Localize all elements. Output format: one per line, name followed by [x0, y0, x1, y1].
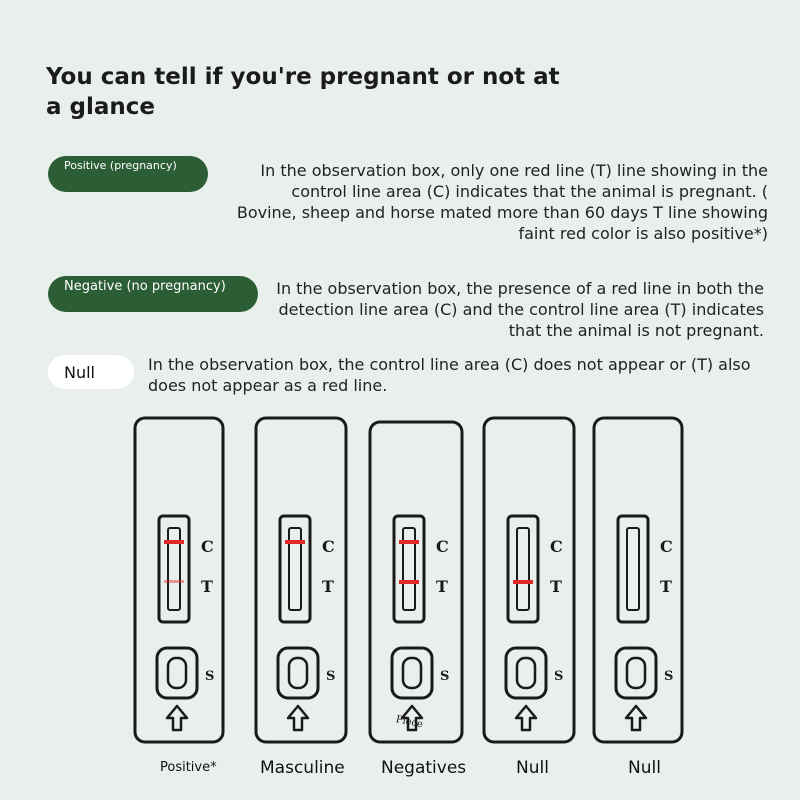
result-window [508, 516, 538, 622]
c-letter: C [201, 537, 214, 556]
test-strip-2 [256, 418, 346, 742]
test-strip-4 [484, 418, 574, 742]
t-letter: T [660, 577, 672, 596]
result-window-strip [627, 528, 639, 610]
s-letter: S [326, 669, 336, 684]
control-line [399, 540, 419, 544]
s-letter: S [664, 669, 674, 684]
sample-well [616, 648, 656, 698]
result-window [159, 516, 189, 622]
test-line [399, 580, 419, 584]
up-arrow-icon [288, 706, 308, 730]
page-title: You can tell if you're pregnant or not at a glance [46, 64, 560, 120]
control-line [285, 540, 305, 544]
test-line [513, 580, 533, 584]
c-letter: C [660, 537, 673, 556]
negative-badge [48, 276, 258, 312]
s-letter: S [554, 669, 564, 684]
sample-well [157, 648, 197, 698]
up-arrow-icon [167, 706, 187, 730]
sample-well [278, 648, 318, 698]
caption-masculine: Masculine [260, 758, 345, 778]
result-window [618, 516, 648, 622]
result-window [394, 516, 424, 622]
sample-well [506, 648, 546, 698]
caption-null-2: Null [628, 758, 661, 778]
sample-well-inner [289, 658, 307, 688]
t-letter: T [436, 577, 448, 596]
c-letter: C [550, 537, 563, 556]
c-letter: C [322, 537, 335, 556]
negative-description: In the observation box, the presence of a red line in both the detection line area (C) and the control line area (T) indicates that the animal is not pregnant. [276, 279, 764, 340]
caption-null-1: Null [516, 758, 549, 778]
test-strip-1 [135, 418, 223, 742]
c-letter: C [436, 537, 449, 556]
caption-positive: Positive* [160, 760, 217, 775]
sample-well-inner [168, 658, 186, 688]
sample-well-inner [627, 658, 645, 688]
t-letter: T [322, 577, 334, 596]
positive-badge [48, 156, 208, 192]
result-window [280, 516, 310, 622]
null-badge-label: Null [64, 362, 95, 382]
up-arrow-icon [516, 706, 536, 730]
negative-badge-label: Negative (no pregnancy) [64, 279, 226, 294]
control-line [164, 540, 184, 544]
null-badge [48, 355, 134, 389]
test-strip-3 [370, 422, 462, 742]
result-window-strip [517, 528, 529, 610]
s-letter: S [440, 669, 450, 684]
t-letter: T [201, 577, 213, 596]
t-letter: T [550, 577, 562, 596]
up-arrow-icon [626, 706, 646, 730]
caption-negatives: Negatives [381, 758, 467, 778]
null-description: In the observation box, the control line area (C) does not appear or (T) also does not appear as a red line. [148, 355, 751, 395]
test-strips-illustration [0, 400, 800, 800]
piece-label: Piece [394, 714, 424, 731]
positive-badge-label: Positive (pregnancy) [64, 159, 177, 172]
sample-well [392, 648, 432, 698]
s-letter: S [205, 669, 215, 684]
sample-well-inner [403, 658, 421, 688]
sample-well-inner [517, 658, 535, 688]
test-line [164, 580, 184, 583]
test-strip-5 [594, 418, 682, 742]
positive-description: In the observation box, only one red line (T) line showing in the control line area (C) indicates that the animal is pregnant. ( Bovine, sheep and horse mated more than 60 days T line showing faint red color is also positive*) [236, 161, 768, 243]
